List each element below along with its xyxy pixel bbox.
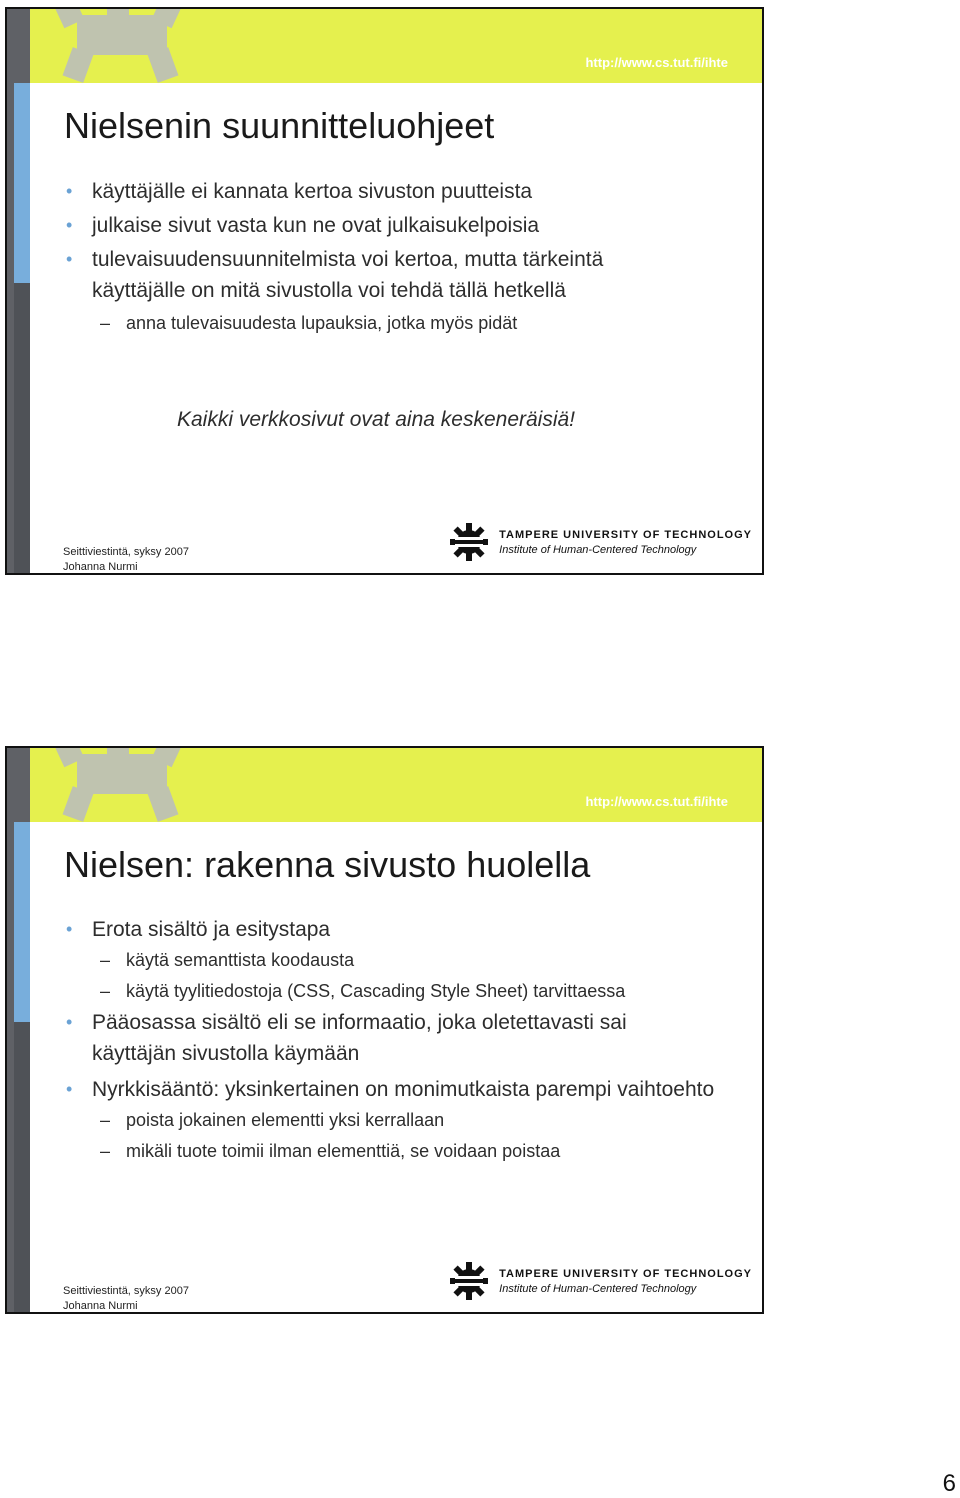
slide-title: Nielsen: rakenna sivusto huolella bbox=[64, 844, 591, 885]
footer-author: Johanna Nurmi bbox=[63, 561, 138, 573]
footer-course: Seittiviestintä, syksy 2007 bbox=[63, 1285, 189, 1297]
logo-university-name: TAMPERE UNIVERSITY OF TECHNOLOGY bbox=[499, 528, 752, 541]
slide-url: http://www.cs.tut.fi/ihte bbox=[585, 55, 728, 70]
bullet-item: • Nyrkkisääntö: yksinkertainen on monimutkaista parempi vaihtoehto bbox=[64, 1074, 742, 1105]
tut-gear-icon bbox=[449, 1261, 489, 1301]
slide-sidebar-lower bbox=[14, 1022, 30, 1312]
slide-title: Nielsenin suunnitteluohjeet bbox=[64, 105, 495, 146]
sub-bullet-item: – käytä semanttista koodausta bbox=[64, 945, 742, 976]
footer-author: Johanna Nurmi bbox=[63, 1300, 138, 1312]
sub-bullet-item: – mikäli tuote toimii ilman elementtiä, se voidaan poistaa bbox=[64, 1136, 742, 1167]
bullet-item: • Pääosassa sisältö eli se informaatio, joka oletettavasti sai käyttäjän sivustolla käymään bbox=[64, 1007, 742, 1069]
sub-bullet-item: – anna tulevaisuudesta lupauksia, jotka myös pidät bbox=[64, 306, 742, 340]
slide-1 bbox=[5, 7, 764, 575]
bullet-item: • tulevaisuudensuunnitelmista voi kertoa, mutta tärkeintä käyttäjälle on mitä sivustolla voi tehdä tällä hetkellä bbox=[64, 244, 742, 306]
tut-logo bbox=[449, 522, 752, 562]
tut-gear-icon bbox=[449, 522, 489, 562]
tut-logo bbox=[449, 1261, 752, 1301]
bullet-list bbox=[64, 914, 742, 1167]
bullet-item: • käyttäjälle ei kannata kertoa sivuston puutteista bbox=[64, 176, 742, 207]
gear-watermark-icon bbox=[47, 7, 197, 85]
slide-note: Kaikki verkkosivut ovat aina keskeneräisiä! bbox=[177, 408, 576, 431]
sub-bullet-item: – poista jokainen elementti yksi kerrallaan bbox=[64, 1105, 742, 1136]
slide-sidebar-accent bbox=[14, 83, 30, 283]
slide-sidebar-lower bbox=[14, 283, 30, 573]
sub-bullet-item: – käytä tyylitiedostoja (CSS, Cascading Style Sheet) tarvittaessa bbox=[64, 976, 742, 1007]
bullet-item: • Erota sisältö ja esitystapa bbox=[64, 914, 742, 945]
bullet-list bbox=[64, 176, 742, 340]
slide-footer bbox=[63, 1284, 189, 1314]
slide-sidebar-accent bbox=[14, 822, 30, 1022]
slide-footer bbox=[63, 545, 189, 575]
gear-watermark-icon bbox=[47, 746, 197, 824]
slide-2 bbox=[5, 746, 764, 1314]
logo-university-name: TAMPERE UNIVERSITY OF TECHNOLOGY bbox=[499, 1267, 752, 1280]
bullet-item: • julkaise sivut vasta kun ne ovat julkaisukelpoisia bbox=[64, 207, 742, 244]
footer-course: Seittiviestintä, syksy 2007 bbox=[63, 546, 189, 558]
logo-institute-name: Institute of Human-Centered Technology bbox=[499, 1282, 697, 1295]
logo-institute-name: Institute of Human-Centered Technology bbox=[499, 543, 697, 556]
slide-url: http://www.cs.tut.fi/ihte bbox=[585, 794, 728, 809]
page-number: 6 bbox=[942, 1470, 956, 1497]
